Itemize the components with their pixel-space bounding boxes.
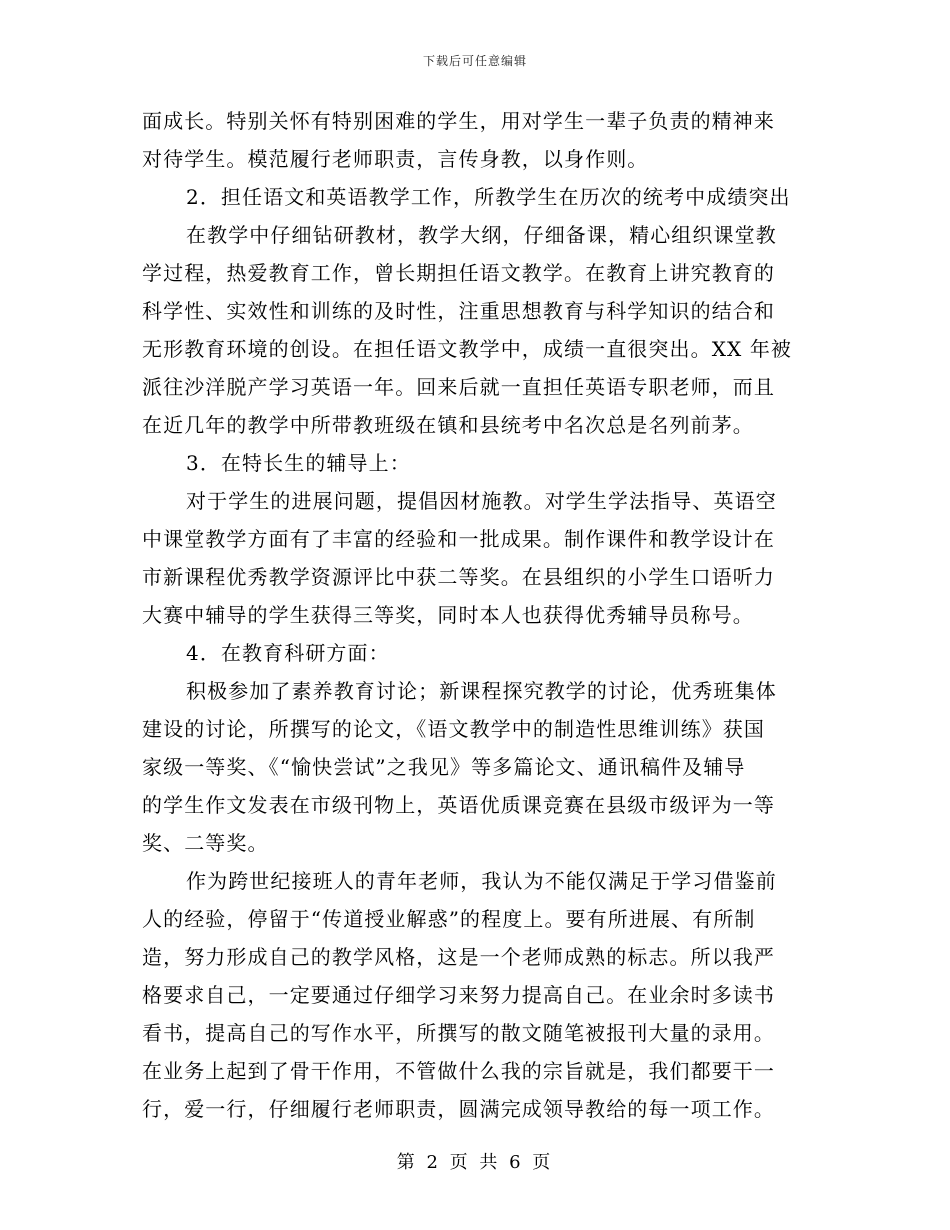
page-number: 第 2 页 共 6 页 <box>396 1152 554 1173</box>
text-line: 学过程，热爱教育工作，曾长期担任语文教学。在教育上讲究教育的 <box>142 261 775 285</box>
text-line: 造，努力形成自己的教学风格，这是一个老师成熟的标志。所以我严 <box>142 945 775 969</box>
text-line: 行，爱一行，仔细履行老师职责，圆满完成领导教给的每一项工作。 <box>142 1097 775 1121</box>
text-line: 面成长。特别关怀有特别困难的学生，用对学生一辈子负责的精神来 <box>142 109 775 133</box>
text-line: 在业务上起到了骨干作用，不管做什么我的宗旨就是，我们都要干一 <box>142 1059 775 1083</box>
text-line: 对待学生。模范履行老师职责，言传身教，以身作则。 <box>142 147 649 171</box>
text-line: 看书，提高自己的写作水平，所撰写的散文随笔被报刊大量的录用。 <box>142 1021 775 1045</box>
text-line: 家级一等奖、《“愉快尝试”之我见》等多篇论文、通讯稿件及辅导 <box>142 755 746 779</box>
text-line: 作为跨世纪接班人的青年老师，我认为不能仅满足于学习借鉴前 <box>186 869 777 893</box>
text-line: 对于学生的进展问题，提倡因材施教。对学生学法指导、英语空 <box>186 489 777 513</box>
text-line: 中课堂教学方面有了丰富的经验和一批成果。制作课件和教学设计在 <box>142 527 775 551</box>
text-line: 建设的讨论，所撰写的论文，《语文教学中的制造性思维训练》获国 <box>142 717 765 741</box>
text-line: 人的经验，停留于“传道授业解惑”的程度上。要有所进展、有所制 <box>142 907 756 931</box>
text-line: 奖、二等奖。 <box>142 831 269 855</box>
text-line: 格要求自己，一定要通过仔细学习来努力提高自己。在业余时多读书 <box>142 983 775 1007</box>
text-line: 的学生作文发表在市级刊物上，英语优质课竞赛在县级市级评为一等 <box>142 793 775 817</box>
text-line: 大赛中辅导的学生获得三等奖，同时本人也获得优秀辅导员称号。 <box>142 603 754 627</box>
text-line: 积极参加了素养教育讨论；新课程探究教学的讨论，优秀班集体 <box>186 679 777 703</box>
text-line: 在教学中仔细钻研教材，教学大纲，仔细备课，精心组织课堂教 <box>186 223 777 247</box>
text-line: 在近几年的教学中所带教班级在镇和县统考中名次总是名列前茅。 <box>142 413 754 437</box>
text-line: 市新课程优秀教学资源评比中获二等奖。在县组织的小学生口语听力 <box>142 565 775 589</box>
text-line: 无形教育环境的创设。在担任语文教学中，成绩一直很突出。XX 年被 <box>142 337 793 361</box>
section-heading: 3．在特长生的辅导上： <box>186 451 411 475</box>
section-heading: 4．在教育科研方面： <box>186 641 390 665</box>
document-body <box>142 102 814 1128</box>
text-line: 科学性、实效性和训练的及时性，注重思想教育与科学知识的结合和 <box>142 299 775 323</box>
section-heading: 2．担任语文和英语教学工作，所教学生在历次的统考中成绩突出 <box>186 185 791 209</box>
header-note: 下载后可任意编辑 <box>422 54 527 68</box>
text-line: 派往沙洋脱产学习英语一年。回来后就一直担任英语专职老师，而且 <box>142 375 775 399</box>
